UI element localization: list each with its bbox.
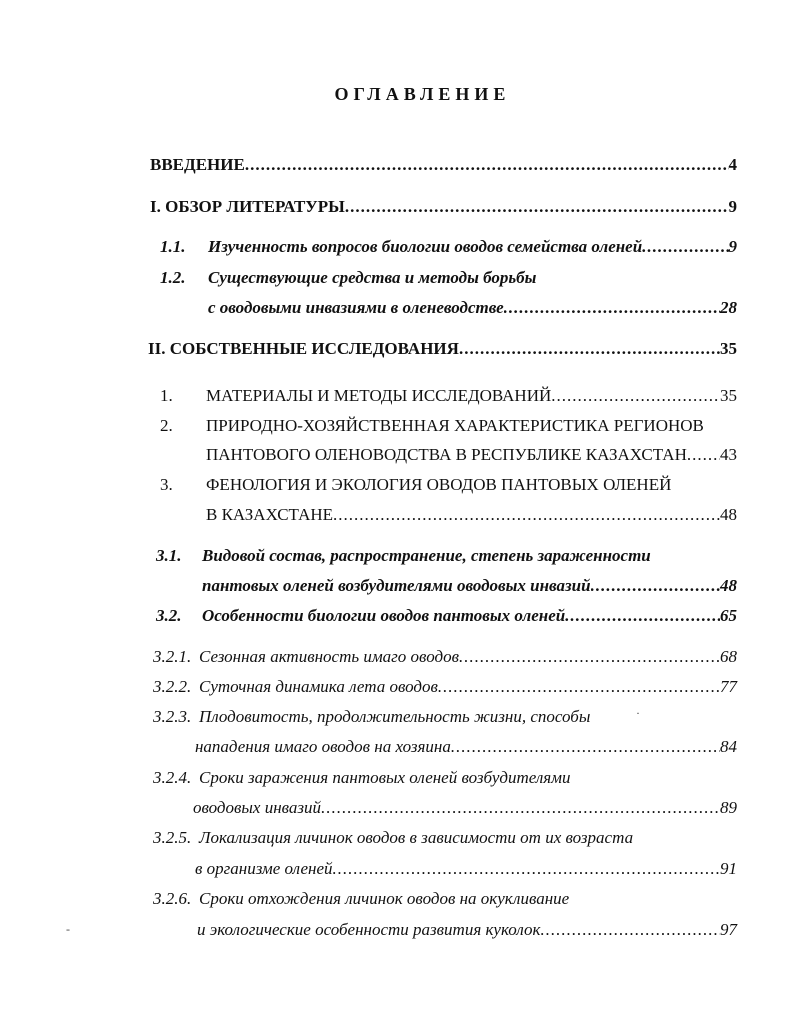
toc-entry-text: Изученность вопросов биологии оводов семейства оленей	[208, 237, 643, 256]
toc-page-number: 43	[720, 445, 737, 464]
toc-page-number: 9	[728, 237, 737, 256]
toc-page-number: 77	[720, 677, 737, 696]
toc-leader-dots	[345, 196, 729, 218]
toc-entry-text: ВВЕДЕНИЕ	[150, 155, 245, 174]
toc-entry-number: 3.2.3.	[153, 707, 192, 726]
toc-leader-dots	[333, 504, 720, 526]
toc-leader-dots	[540, 919, 720, 941]
toc-entry-text: Суточная динамика лета оводов	[199, 677, 438, 696]
toc-page-number: 65	[720, 606, 737, 625]
toc-page-number: 9	[728, 197, 737, 216]
scan-speck: -	[66, 922, 70, 936]
toc-entry-3-2-2	[153, 676, 737, 698]
toc-leader-dots	[459, 646, 720, 668]
toc-page-number: 68	[720, 647, 737, 666]
toc-leader-dots	[321, 797, 720, 819]
toc-page-number: 35	[720, 386, 737, 405]
toc-entry-3-2-6	[153, 888, 737, 910]
toc-leader-dots	[333, 858, 721, 880]
toc-entry-1-2	[160, 267, 737, 289]
toc-entry-3-2-3	[153, 706, 737, 728]
toc-entry-text: Сроки отхождения личинок оводов на окукливание	[199, 889, 570, 908]
toc-page-number: 35	[720, 339, 737, 358]
toc-entry-3-2-4-continued	[193, 797, 737, 819]
toc-entry-text: пантовых оленей возбудителями оводовых инвазий	[202, 576, 591, 595]
toc-entry-chapter-2-continued	[206, 444, 737, 466]
toc-entry-number: 1.	[160, 386, 173, 405]
toc-entry-number: 3.1.	[156, 546, 182, 565]
toc-entry-3-2-3-continued	[195, 736, 737, 758]
toc-entry-text: Локализация личинок оводов в зависимости от их возраста	[199, 828, 634, 847]
toc-entry-number: 3.2.2.	[153, 677, 192, 696]
toc-page-number: 28	[720, 298, 737, 317]
toc-entry-number: 2.	[160, 416, 173, 435]
toc-entry-number: 3.2.1.	[153, 647, 192, 666]
toc-entry-text: Видовой состав, распространение, степень зараженности	[202, 546, 651, 565]
toc-entry-number: 1.2.	[160, 268, 186, 287]
toc-leader-dots	[551, 385, 720, 407]
toc-page-number: 89	[720, 798, 737, 817]
toc-entry-literature-review	[150, 196, 737, 218]
toc-leader-dots	[459, 338, 720, 360]
toc-entry-text: Особенности биологии оводов пантовых оленей	[202, 606, 566, 625]
toc-leader-dots	[687, 444, 720, 466]
toc-entry-text: и экологические особенности развития куколок	[197, 920, 541, 939]
toc-page-number: 97	[720, 920, 737, 939]
toc-entry-number: 3.2.6.	[153, 889, 192, 908]
toc-entry-introduction	[150, 154, 737, 176]
toc-entry-text: с оводовыми инвазиями в оленеводстве	[208, 298, 504, 317]
toc-entry-text: МАТЕРИАЛЫ И МЕТОДЫ ИССЛЕДОВАНИЙ	[206, 386, 552, 405]
toc-entry-text: Существующие средства и методы борьбы	[208, 268, 537, 287]
toc-entry-3-2-5-continued	[195, 858, 737, 880]
toc-entry-text: I. ОБЗОР ЛИТЕРАТУРЫ	[150, 197, 345, 216]
toc-entry-text: II. СОБСТВЕННЫЕ ИССЛЕДОВАНИЯ	[148, 339, 459, 358]
toc-entry-3-1-continued	[202, 575, 737, 597]
toc-leader-dots	[504, 297, 720, 319]
toc-entry-chapter-3	[160, 474, 737, 496]
toc-entry-text: Сезонная активность имаго оводов	[199, 647, 459, 666]
toc-page-number: 48	[720, 576, 737, 595]
toc-page-number: 48	[720, 505, 737, 524]
toc-entry-number: 1.1.	[160, 237, 186, 256]
toc-entry-own-research	[148, 338, 737, 360]
toc-entry-text: ПАНТОВОГО ОЛЕНОВОДСТВА В РЕСПУБЛИКЕ КАЗАХСТАН	[206, 445, 687, 464]
toc-entry-text: ФЕНОЛОГИЯ И ЭКОЛОГИЯ ОВОДОВ ПАНТОВЫХ ОЛЕНЕЙ	[206, 475, 672, 494]
toc-page-number: 4	[728, 155, 737, 174]
toc-entry-3-1	[156, 545, 737, 567]
toc-entry-text: ПРИРОДНО-ХОЗЯЙСТВЕННАЯ ХАРАКТЕРИСТИКА РЕГИОНОВ	[206, 416, 704, 435]
toc-entry-3-2-4	[153, 767, 737, 789]
toc-leader-dots	[565, 605, 720, 627]
toc-entry-number: 3.2.4.	[153, 768, 192, 787]
toc-leader-dots	[591, 575, 720, 597]
toc-entry-text: Сроки заражения пантовых оленей возбудителями	[199, 768, 571, 787]
toc-entry-number: 3.2.	[156, 606, 182, 625]
toc-leader-dots	[245, 154, 729, 176]
toc-entry-chapter-3-continued	[206, 504, 737, 526]
toc-entry-text: нападения имаго оводов на хозяина	[195, 737, 451, 756]
toc-entry-number: 3.	[160, 475, 173, 494]
toc-entry-3-2-6-continued	[197, 919, 737, 941]
scan-speck: ·	[636, 706, 640, 720]
toc-page-number: 84	[720, 737, 737, 756]
toc-leader-dots	[642, 236, 728, 258]
toc-leader-dots	[451, 736, 720, 758]
toc-entry-text: Плодовитость, продолжительность жизни, способы	[199, 707, 591, 726]
toc-entry-chapter-1	[160, 385, 737, 407]
toc-page-number: 91	[720, 859, 737, 878]
toc-entry-text: в организме оленей	[195, 859, 333, 878]
toc-entry-text: В КАЗАХСТАНЕ	[206, 505, 334, 524]
toc-entry-3-2-1	[153, 646, 737, 668]
toc-entry-text: оводовых инвазий	[193, 798, 322, 817]
page-title: ОГЛАВЛЕНИЕ	[334, 84, 511, 104]
toc-entry-chapter-2	[160, 415, 737, 437]
toc-leader-dots	[438, 676, 720, 698]
toc-entry-3-2-5	[153, 827, 737, 849]
toc-entry-1-1	[160, 236, 737, 258]
toc-entry-3-2	[156, 605, 737, 627]
toc-entry-1-2-continued	[208, 297, 737, 319]
toc-entry-number: 3.2.5.	[153, 828, 192, 847]
